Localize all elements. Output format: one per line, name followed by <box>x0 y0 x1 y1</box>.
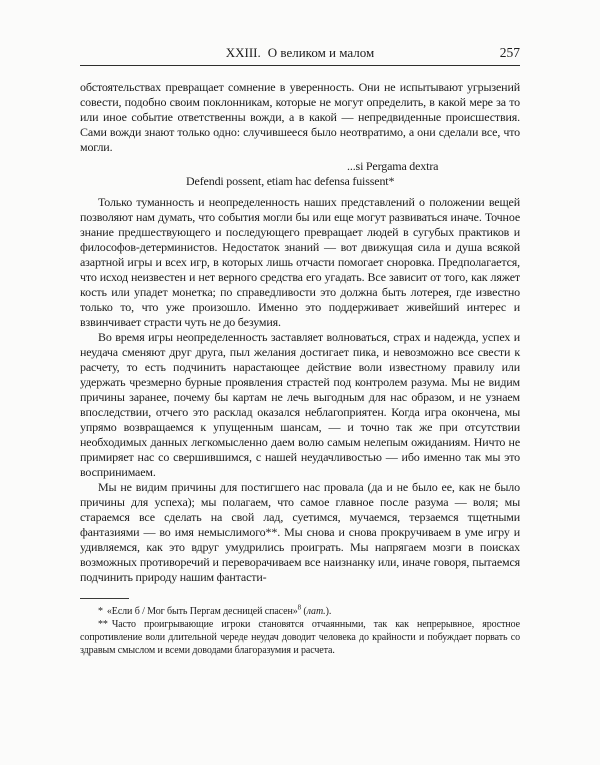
chapter-heading <box>80 45 520 61</box>
footnote-text: Часто проигрывающие игроки становятся отчаянными, так как непрерывное, яростное сопротивление воли длительной череде неудач доводит человека до крайности и побуждает порвать со здравым смыслом и всеми доводами благоразумия и расчета. <box>80 619 520 656</box>
footnote-1 <box>80 605 520 618</box>
paragraph: Только туманность и неопределенность наших представлений о положении вещей позволяют нам думать, что события могли бы или еще могут развиваться иначе. Точное знание предшествующего и последующего превращает людей в сугубых практиков и философов-детерминистов. Недостаток знаний — вот движущая сила и душа всякой азартной игры и всех игр, в которых лишь отчасти помогает сноровка. Предполагается, что исход неизвестен и нет верного средства его угадать. Все зависит от того, как ляжет кость или упадет монетка; по справедливости это должна быть лотерея, где известно только то, что уже произошло. Именно это поддерживает живейший интерес и взвинчивает страсти чуть не до безумия. <box>80 195 520 329</box>
latin-verse-quote <box>80 159 520 189</box>
verse-line-1: ...si Pergama dextra <box>347 159 439 173</box>
footnote-text: «Если б / Мог быть Пергам десницей спасен» <box>106 606 298 617</box>
chapter-number: XXIII. <box>225 45 261 60</box>
paragraph: Мы не видим причины для постигшего нас провала (да и не было ее, как не было причины для успеха); мы полагаем, что самое главное после разума — воля; мы стараемся все сделать на свой лад, суетимся, мучаемся, терзаемся тщетными фантазиями — во имя немыслимого**. Мы снова и снова прокручиваем в уме игру и удивляемся, как это вдруг умудрились проиграть. Мы напрягаем мозги в поисках возможных противоречий и переворачиваем все наизнанку или, иначе говоря, пытаемся подчинить природу нашим фантасти- <box>80 480 520 584</box>
verse-line-2: Defendi possent, etiam hac defensa fuissent* <box>186 174 395 188</box>
running-head <box>80 45 520 61</box>
footnote-text: ( <box>301 606 307 617</box>
footnote-language-label: лат. <box>306 606 326 617</box>
footnote-marker: ** <box>98 619 108 630</box>
chapter-title: О великом и малом <box>267 45 375 60</box>
footnotes-section <box>80 598 520 657</box>
paragraph: Во время игры неопределенность заставляет волноваться, страх и надежда, успех и неудача сменяют друг друга, пыл желания достигает пика, и невозможно все свести к расчету, то есть подчинить нарастающее действие воли известному правилу или удержать чрезмерно бурные проявления страстей под контролем разума. Мы не видим причины заранее, почему бы картам не лечь выгодным для нас образом, и не узнаем впоследствии, отчего это расклад оказался неблагоприятен. Когда игра окончена, мы упрямо возвращаемся к упущенным шансам, — и точно так же при отсутствии необходимых данных легкомысленно даем волю самым нелепым ожиданиям. Ничто не примиряет нас со свершившимся, с нашей неудачливостью — ибо именно так мы это воспринимаем. <box>80 330 520 479</box>
footnote-2 <box>80 618 520 657</box>
paragraph-continuation: обстоятельствах превращает сомнение в уверенность. Они не испытывают угрызений совести, подобно своим поклонникам, которые не могут определить, в какой мере за то или иное событие ответственны вожди, а в какой — непредвиденные происшествия. Сами вожди знают только одно: случившееся было неотвратимо, а они сделали все, что могли. <box>80 80 520 154</box>
footnote-reference-number: 8 <box>297 603 302 612</box>
footnote-text: ). <box>325 606 332 617</box>
footnote-rule <box>80 598 129 599</box>
page-number: 257 <box>499 45 520 60</box>
footnote-marker: * <box>98 606 103 617</box>
header-rule <box>80 65 520 66</box>
page-body <box>80 80 520 585</box>
